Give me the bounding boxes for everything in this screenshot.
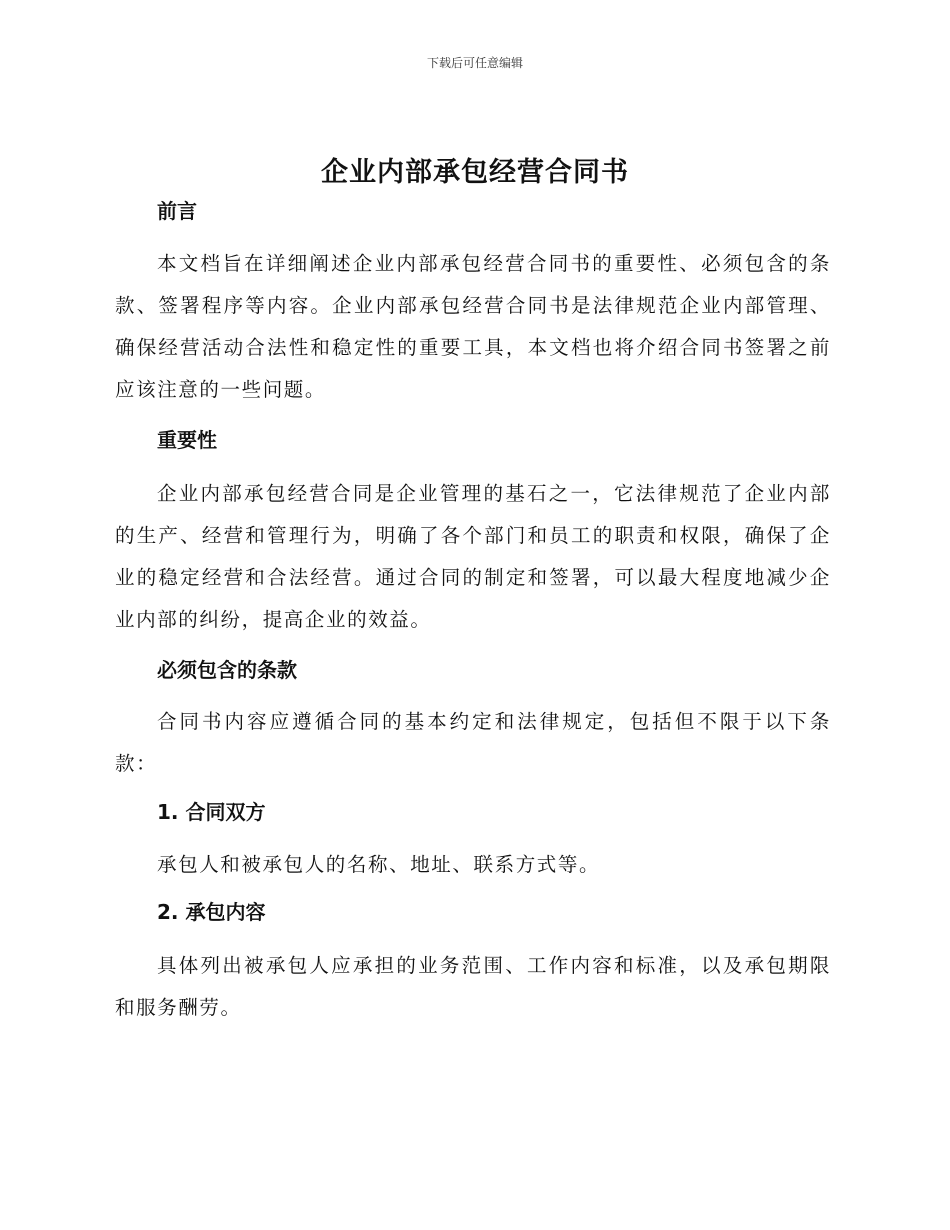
section-heading-contract-scope: 2. 承包内容 bbox=[157, 900, 266, 924]
document-title: 企业内部承包经营合同书 bbox=[321, 157, 629, 188]
section-paragraph-preface: 本文档旨在详细阐述企业内部承包经营合同书的重要性、必须包含的条款、签署程序等内容。企业内部承包经营合同书是法律规范企业内部管理、确保经营活动合法性和稳定性的重要工具，本文档也将介绍合同书签署之前应该注意的一些问题。 bbox=[115, 252, 831, 401]
section-paragraph-contract-scope: 具体列出被承包人应承担的业务范围、工作内容和标准，以及承包期限和服务酬劳。 bbox=[115, 954, 831, 1019]
header-note: 下载后可任意编辑 bbox=[426, 56, 523, 70]
document-body bbox=[115, 196, 831, 1029]
section-paragraph-required-clauses: 合同书内容应遵循合同的基本约定和法律规定，包括但不限于以下条款： bbox=[115, 710, 831, 775]
section-heading-importance: 重要性 bbox=[157, 428, 217, 452]
section-heading-required-clauses: 必须包含的条款 bbox=[157, 658, 297, 682]
section-heading-preface: 前言 bbox=[157, 199, 197, 223]
section-heading-contract-parties: 1. 合同双方 bbox=[157, 800, 266, 824]
section-paragraph-importance: 企业内部承包经营合同是企业管理的基石之一，它法律规范了企业内部的生产、经营和管理行为，明确了各个部门和员工的职责和权限，确保了企业的稳定经营和合法经营。通过合同的制定和签署，可以最大程度地减少企业内部的纠纷，提高企业的效益。 bbox=[115, 482, 831, 631]
section-paragraph-contract-parties: 承包人和被承包人的名称、地址、联系方式等。 bbox=[157, 853, 601, 876]
